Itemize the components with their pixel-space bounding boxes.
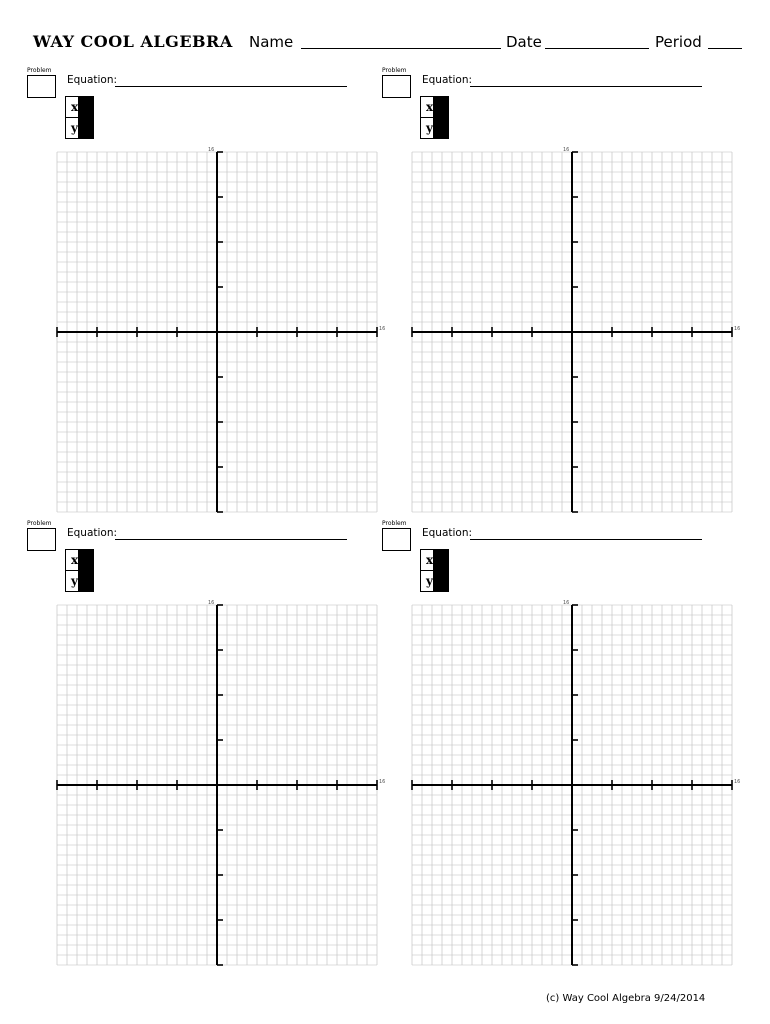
table-cell[interactable]: [93, 550, 94, 571]
table-cell[interactable]: [448, 97, 449, 118]
y-header: y: [66, 118, 79, 139]
xy-table: [420, 549, 449, 592]
x-header: x: [421, 550, 434, 571]
coordinate-grid-3[interactable]: [57, 600, 386, 967]
y-axis-max-label: 16: [208, 147, 215, 153]
x-header: x: [66, 550, 79, 571]
table-cell[interactable]: [93, 97, 94, 118]
x-header: x: [421, 97, 434, 118]
y-axis-max-label: 16: [563, 147, 570, 153]
problem-number-box[interactable]: [382, 75, 411, 98]
coordinate-grid-1[interactable]: [57, 147, 386, 514]
xy-table: [65, 96, 94, 139]
x-row: [421, 550, 449, 571]
y-header: y: [66, 571, 79, 592]
x-axis-max-label: 16: [734, 779, 741, 785]
y-row: [66, 571, 94, 592]
x-axis-max-label: 16: [379, 326, 386, 332]
y-row: [421, 118, 449, 139]
y-header: y: [421, 118, 434, 139]
equation-blank-line[interactable]: [470, 539, 702, 540]
y-axis-max-label: 16: [563, 600, 570, 606]
problem-number-box[interactable]: [27, 75, 56, 98]
x-header: x: [66, 97, 79, 118]
y-axis-max-label: 16: [208, 600, 215, 606]
name-blank-line[interactable]: [301, 48, 501, 49]
y-row: [421, 571, 449, 592]
table-cell[interactable]: [448, 571, 449, 592]
date-label: Date: [506, 33, 542, 51]
equation-label: Equation:: [422, 527, 473, 539]
x-row: [421, 97, 449, 118]
table-cell[interactable]: [93, 118, 94, 139]
name-label: Name: [249, 33, 294, 51]
brand-title: WAY COOL ALGEBRA: [33, 32, 233, 51]
y-header: y: [421, 571, 434, 592]
equation-label: Equation:: [422, 74, 473, 86]
problem-label: Problem: [382, 67, 407, 74]
x-axis-max-label: 16: [379, 779, 386, 785]
table-cell[interactable]: [448, 118, 449, 139]
problem-number-box[interactable]: [27, 528, 56, 551]
period-blank-line[interactable]: [708, 48, 742, 49]
coordinate-grid-2[interactable]: [412, 147, 741, 514]
problem-label: Problem: [27, 67, 52, 74]
equation-label: Equation:: [67, 527, 118, 539]
problem-label: Problem: [27, 520, 52, 527]
equation-label: Equation:: [67, 74, 118, 86]
xy-table: [420, 96, 449, 139]
problem-label: Problem: [382, 520, 407, 527]
table-cell[interactable]: [93, 571, 94, 592]
equation-blank-line[interactable]: [470, 86, 702, 87]
table-cell[interactable]: [448, 550, 449, 571]
equation-blank-line[interactable]: [115, 539, 347, 540]
x-axis-max-label: 16: [734, 326, 741, 332]
worksheet-header: [33, 32, 743, 54]
x-row: [66, 97, 94, 118]
period-label: Period: [655, 33, 702, 51]
y-row: [66, 118, 94, 139]
equation-blank-line[interactable]: [115, 86, 347, 87]
date-blank-line[interactable]: [545, 48, 649, 49]
copyright-footer: (c) Way Cool Algebra 9/24/2014: [546, 993, 706, 1004]
x-row: [66, 550, 94, 571]
xy-table: [65, 549, 94, 592]
coordinate-grid-4[interactable]: [412, 600, 741, 967]
problem-number-box[interactable]: [382, 528, 411, 551]
